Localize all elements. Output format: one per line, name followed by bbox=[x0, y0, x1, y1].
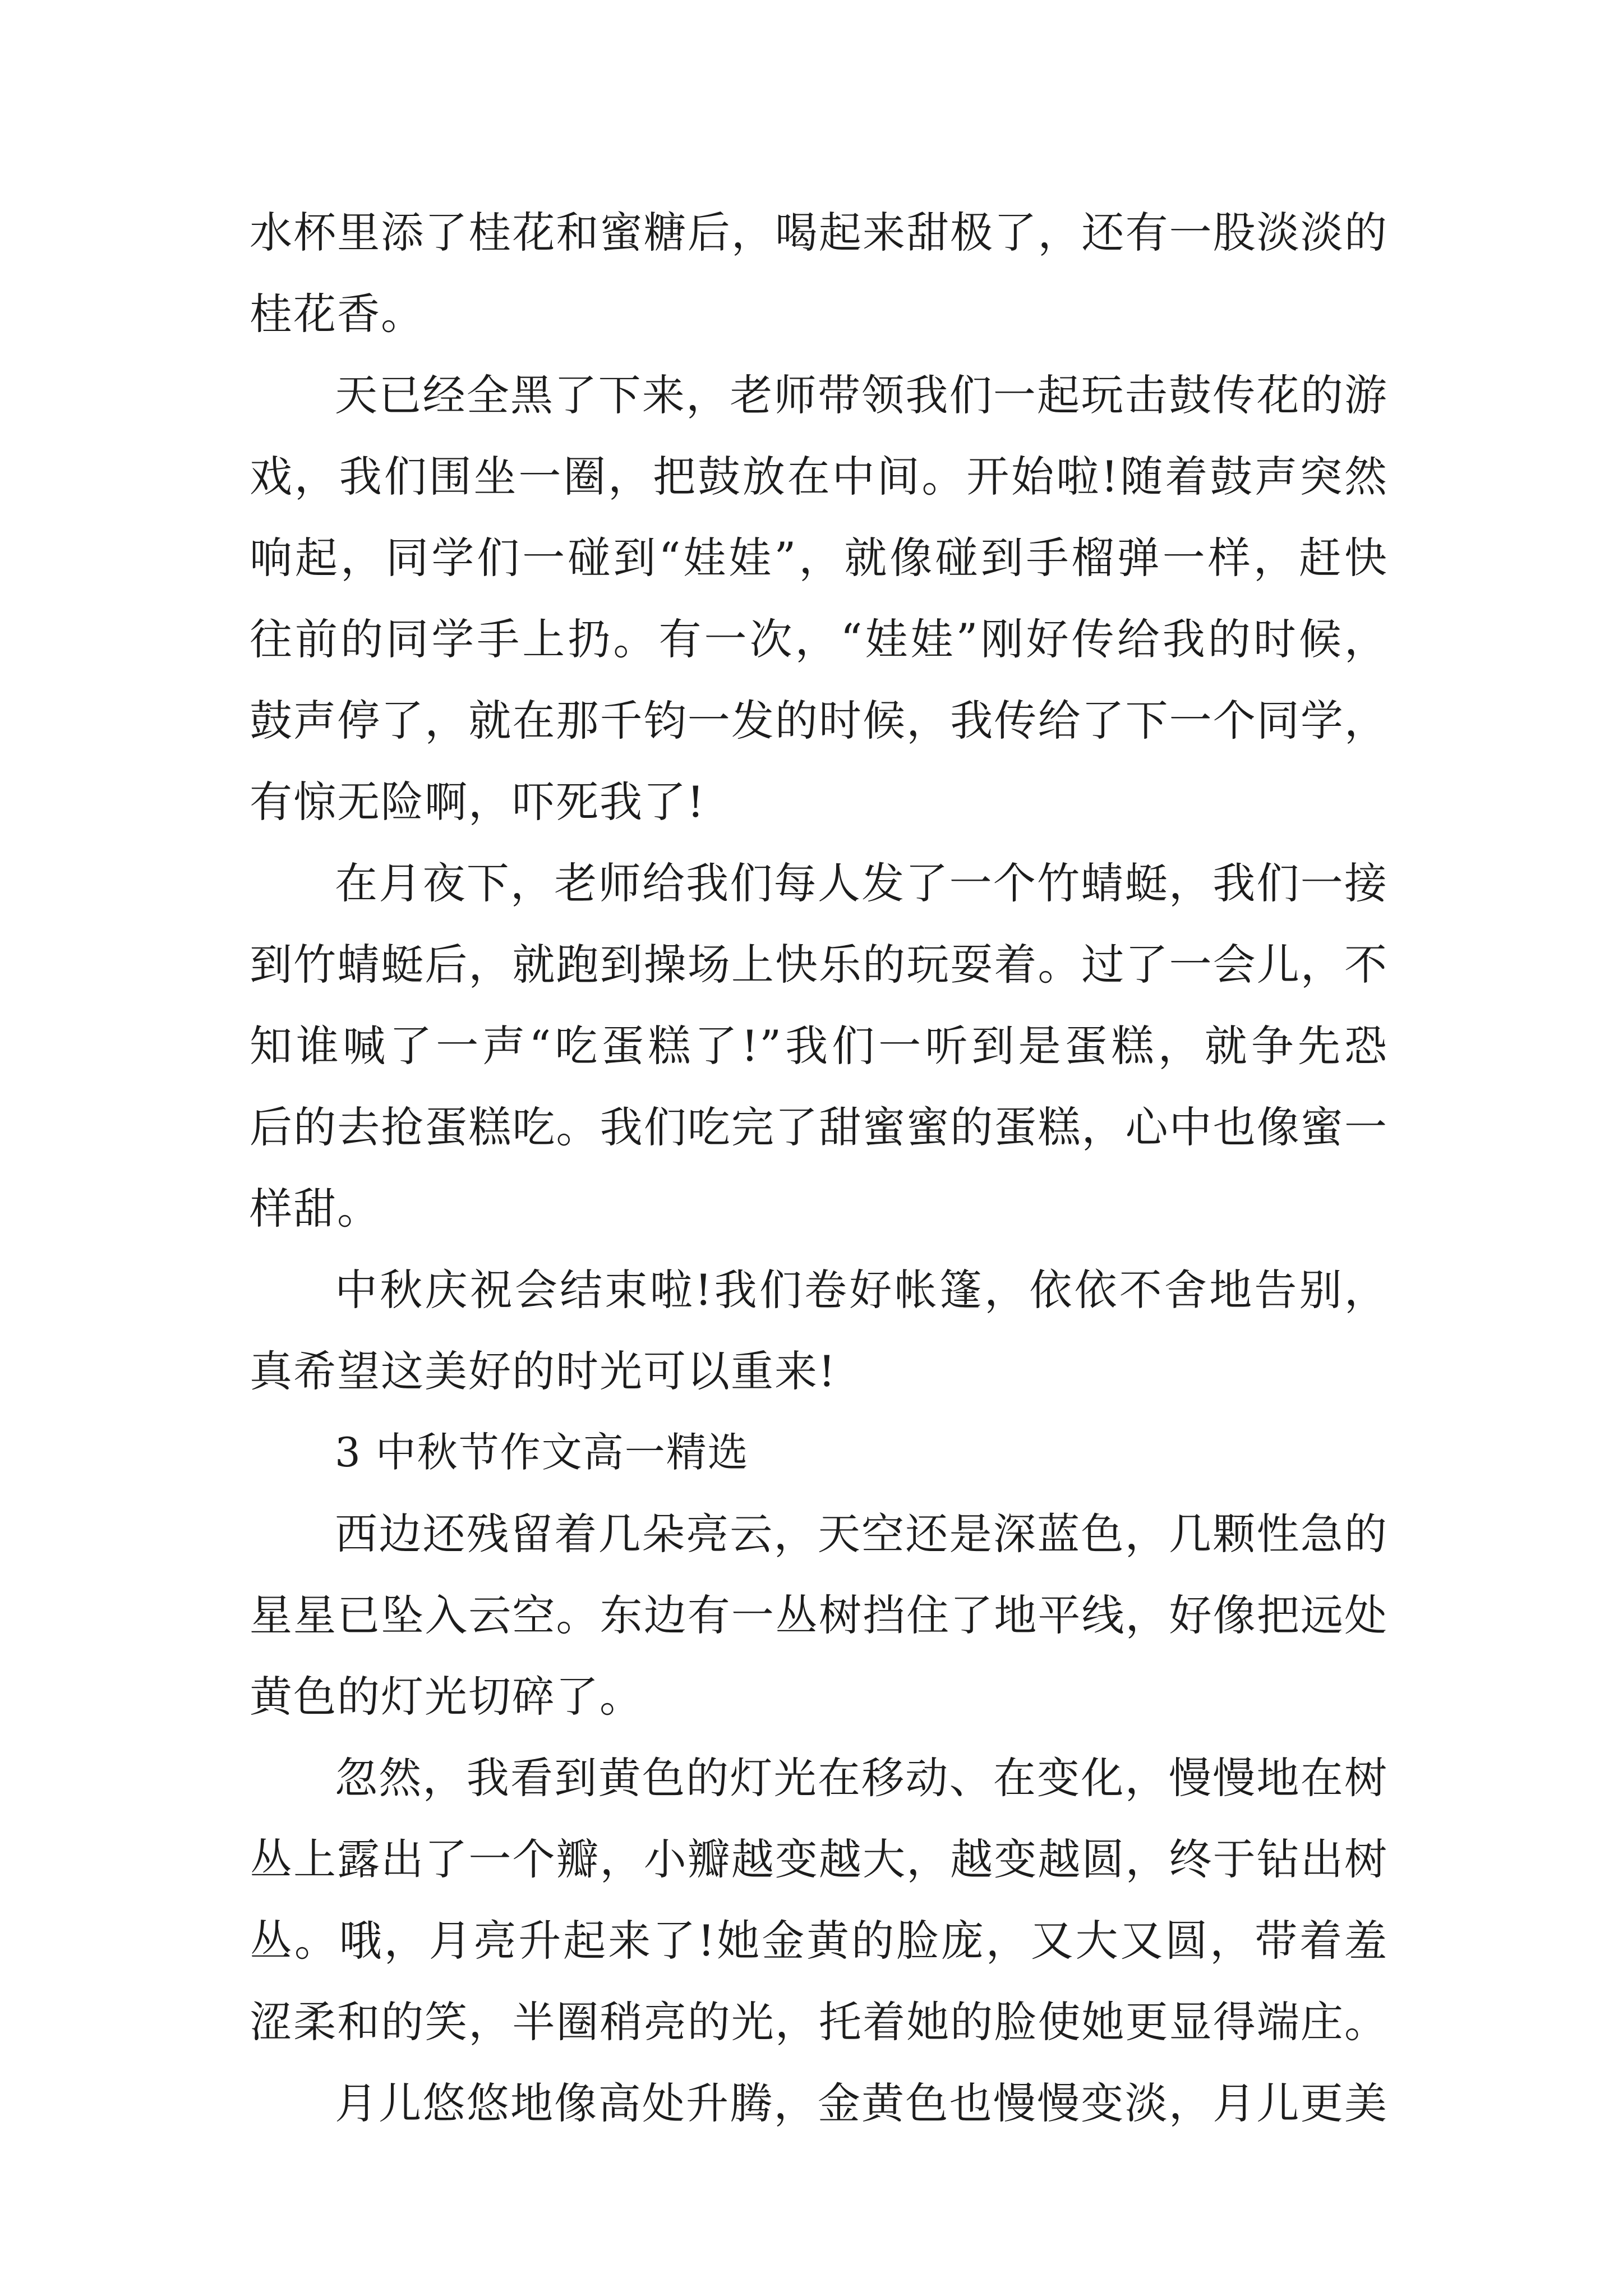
text-line: 响起，同学们一碰到“娃娃”，就像碰到手榴弹一样，赶快 bbox=[250, 533, 1388, 583]
text-line: 西边还残留着几朵亮云，天空还是深蓝色，几颗性急的 bbox=[335, 1509, 1388, 1559]
text-line: 丛上露出了一个瓣，小瓣越变越大，越变越圆，终于钻出树 bbox=[250, 1834, 1388, 1884]
text-line: 丛。哦，月亮升起来了!她金黄的脸庞，又大又圆，带着羞 bbox=[250, 1916, 1388, 1966]
text-line: 往前的同学手上扔。有一次，“娃娃”刚好传给我的时候， bbox=[250, 614, 1388, 664]
text-line: 后的去抢蛋糕吃。我们吃完了甜蜜蜜的蛋糕，心中也像蜜一 bbox=[250, 1102, 1388, 1152]
text-line: 鼓声停了，就在那千钧一发的时候，我传给了下一个同学， bbox=[250, 696, 1388, 746]
text-line: 到竹蜻蜓后，就跑到操场上快乐的玩耍着。过了一会儿，不 bbox=[250, 940, 1388, 990]
text-line: 月儿悠悠地像高处升腾，金黄色也慢慢变淡，月儿更美 bbox=[335, 2078, 1388, 2128]
text-line: 黄色的灯光切碎了。 bbox=[250, 1672, 643, 1722]
text-line: 中秋庆祝会结束啦!我们卷好帐篷，依依不舍地告别， bbox=[335, 1265, 1388, 1315]
text-line: 真希望这美好的时光可以重来! bbox=[250, 1346, 837, 1396]
text-line: 样甜。 bbox=[250, 1184, 381, 1234]
text-line: 知谁喊了一声“吃蛋糕了!”我们一听到是蛋糕，就争先恐 bbox=[250, 1021, 1388, 1071]
text-line: 在月夜下，老师给我们每人发了一个竹蜻蜓，我们一接 bbox=[335, 858, 1388, 908]
text-line: 星星已坠入云空。东边有一丛树挡住了地平线，好像把远处 bbox=[250, 1590, 1388, 1640]
text-line: 有惊无险啊，吓死我了! bbox=[250, 777, 706, 827]
text-line: 水杯里添了桂花和蜜糖后，喝起来甜极了，还有一股淡淡的 bbox=[250, 208, 1388, 257]
text-line: 戏，我们围坐一圈，把鼓放在中间。开始啦!随着鼓声突然 bbox=[250, 452, 1388, 501]
text-line: 忽然，我看到黄色的灯光在移动、在变化，慢慢地在树 bbox=[335, 1753, 1388, 1803]
section-heading: 3 中秋节作文高一精选 bbox=[335, 1429, 749, 1476]
text-line: 涩柔和的笑，半圈稍亮的光，托着她的脸使她更显得端庄。 bbox=[250, 1997, 1388, 2047]
text-line: 天已经全黑了下来，老师带领我们一起玩击鼓传花的游 bbox=[335, 370, 1388, 420]
text-line: 桂花香。 bbox=[250, 289, 425, 339]
essay-body bbox=[250, 192, 1388, 2144]
